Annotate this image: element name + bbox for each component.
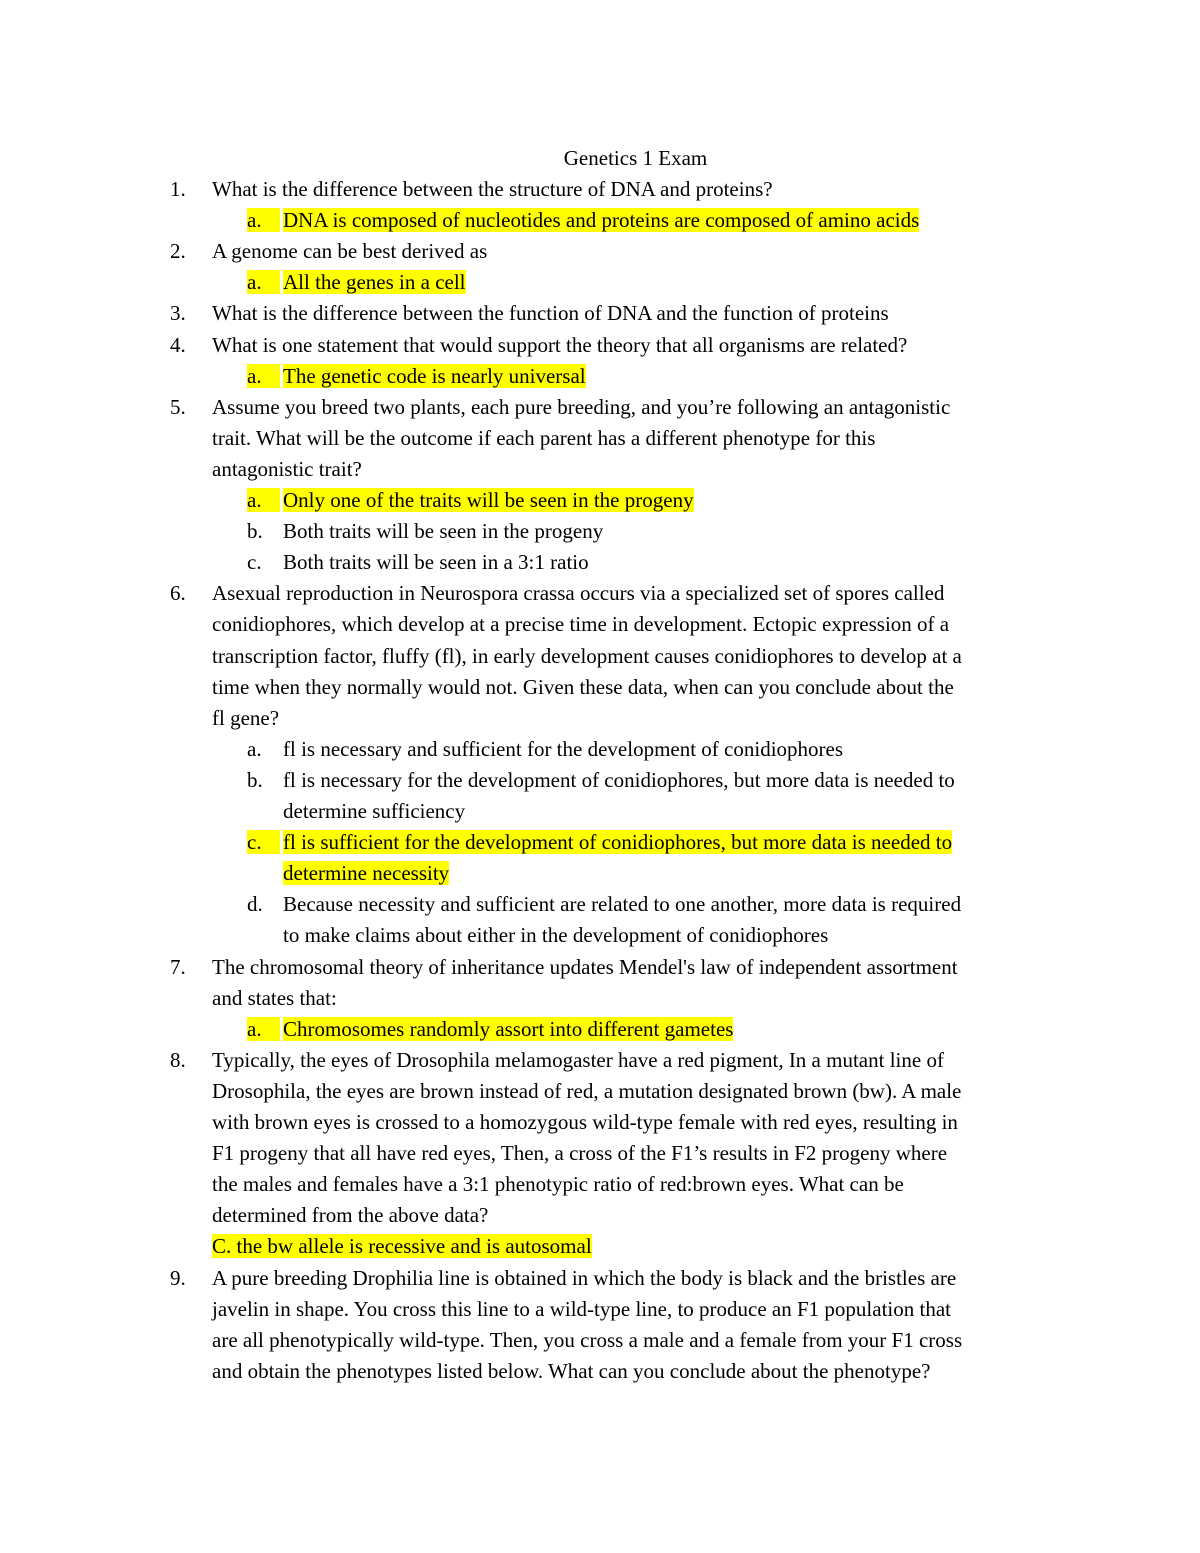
question-text-line (212, 174, 773, 205)
question-text-line (212, 983, 337, 1014)
question-text-line-text: time when they normally would not. Given these data, when can you conclude about the (212, 674, 954, 699)
answer-letter-text: a. (247, 364, 280, 388)
answer-option-line (283, 765, 955, 796)
question-text-line-text: are all phenotypically wild-type. Then, you cross a male and a female from your F1 cross (212, 1327, 963, 1352)
question-text-line (212, 1169, 904, 1200)
answer-option-line-text: to make claims about either in the development of conidiophores (283, 923, 829, 948)
answer-letter (247, 1014, 280, 1045)
question-text-line (212, 578, 944, 609)
question-text-line-text: transcription factor, fluffy (fl), in early development causes conidiophores to develop at a (212, 643, 962, 668)
answer-option-line-text: All the genes in a cell (283, 270, 466, 295)
answer-option-line (283, 485, 694, 516)
question-text-line-text: and states that: (212, 985, 337, 1010)
answer-letter-text: a. (247, 208, 280, 232)
answer-option-line (283, 920, 828, 951)
answer-letter-text: b. (247, 767, 263, 792)
answer-letter-text: c. (247, 830, 280, 854)
question-text-line-text: Typically, the eyes of Drosophila melamogaster have a red pigment, In a mutant line of (212, 1047, 944, 1072)
question-text-line (212, 1263, 956, 1294)
question-text-line (212, 423, 875, 454)
answer-letter (247, 485, 280, 516)
question-text-line-text: What is one statement that would support the theory that all organisms are related? (212, 332, 908, 357)
answer-inline (212, 1231, 592, 1262)
question-text-line-text: conidiophores, which develop at a precise time in development. Ectopic expression of a (212, 612, 950, 637)
question-number: 4. (170, 332, 186, 357)
question-text-line-text: with brown eyes is crossed to a homozygous wild-type female with red eyes, resulting in (212, 1110, 958, 1134)
answer-option-line (283, 827, 952, 858)
answer-option-line-text: DNA is composed of nucleotides and proteins are composed of amino acids (283, 208, 920, 233)
question-text-line (212, 1076, 961, 1107)
question-text-line (212, 1107, 958, 1138)
answer-letter-text: b. (247, 519, 263, 544)
question-text-line (212, 298, 889, 329)
question-text-line-text: Drosophila, the eyes are brown instead of red, a mutation designated brown (bw). A male (212, 1078, 962, 1103)
answer-option-line (283, 796, 465, 827)
answer-option-line (283, 205, 919, 236)
question-number: 3. (170, 301, 186, 326)
question-text-line-text: The chromosomal theory of inheritance updates Mendel's law of independent assortment (212, 954, 958, 979)
question-text-line (212, 952, 958, 983)
question-text-line-text: determined from the above data? (212, 1203, 489, 1228)
page-title: Genetics 1 Exam (563, 146, 708, 170)
question-text-line (212, 330, 907, 361)
question-number: 8. (170, 1047, 186, 1072)
answer-option-line-text: fl is necessary and sufficient for the development of conidiophores (283, 736, 844, 761)
answer-option-line (283, 734, 843, 765)
question-number: 2. (170, 239, 186, 264)
answer-letter (247, 765, 263, 796)
answer-letter (247, 205, 280, 236)
answer-letter (247, 267, 280, 298)
question-text-line (212, 609, 949, 640)
answer-option-line-text: Chromosomes randomly assort into different gametes (283, 1016, 734, 1041)
question-text-line (212, 703, 279, 734)
question-text-line (212, 1045, 944, 1076)
question-text-line (212, 1356, 930, 1387)
answer-inline-text: C. the bw allele is recessive and is autosomal (212, 1234, 592, 1259)
answer-option-line (283, 858, 449, 889)
answer-option-line-text: Both traits will be seen in the progeny (283, 519, 604, 544)
question-text-line (212, 1138, 947, 1169)
question-text-line (212, 1325, 962, 1356)
question-text-line-text: What is the difference between the function of DNA and the function of proteins (212, 301, 889, 326)
answer-option-line-text: determine sufficiency (283, 799, 466, 823)
answer-letter (247, 547, 262, 578)
question-text-line (212, 392, 950, 423)
answer-letter-text: a. (247, 488, 280, 512)
answer-option-line (283, 1014, 733, 1045)
question-text-line (212, 236, 487, 267)
question-number: 5. (170, 394, 186, 419)
answer-letter-text: a. (247, 736, 262, 761)
answer-option-line (283, 361, 586, 392)
answer-letter-text: a. (247, 270, 280, 294)
answer-option-line (283, 267, 466, 298)
question-text-line-text: trait. What will be the outcome if each parent has a different phenotype for this (212, 425, 876, 450)
question-text-line-text: Assume you breed two plants, each pure breeding, and you’re following an antagonistic (212, 394, 951, 419)
answer-option-line (283, 516, 603, 547)
question-number: 9. (170, 1265, 186, 1290)
question-text-line-text: A pure breeding Drophilia line is obtained in which the body is black and the bristles are (212, 1265, 957, 1290)
answer-option-line-text: The genetic code is nearly universal (283, 363, 586, 388)
answer-letter-text: d. (247, 892, 263, 917)
question-text-line (212, 454, 362, 485)
answer-letter (247, 734, 262, 765)
question-text-line-text: F1 progeny that all have red eyes, Then, a cross of the F1’s results in F2 progeny where (212, 1141, 948, 1166)
question-text-line-text: Asexual reproduction in Neurospora crassa occurs via a specialized set of spores called (212, 581, 945, 606)
question-text-line (212, 1200, 488, 1231)
answer-letter (247, 361, 280, 392)
question-text-line-text: What is the difference between the structure of DNA and proteins? (212, 177, 773, 201)
question-text-line-text: the males and females have a 3:1 phenotypic ratio of red:brown eyes. What can be (212, 1172, 904, 1197)
answer-option-line-text: fl is necessary for the development of conidiophores, but more data is needed to (283, 767, 955, 792)
answer-option-line-text: Only one of the traits will be seen in the progeny (283, 488, 694, 512)
question-text-line (212, 641, 962, 672)
answer-letter (247, 516, 263, 547)
question-text-line-text: A genome can be best derived as (212, 239, 488, 264)
answer-option-line-text: fl is sufficient for the development of conidiophores, but more data is needed to (283, 830, 953, 855)
answer-letter-text: c. (247, 550, 262, 575)
question-text-line (212, 672, 954, 703)
question-text-line-text: antagonistic trait? (212, 456, 362, 481)
question-text-line-text: fl gene? (212, 705, 280, 730)
answer-letter-text: a. (247, 1017, 280, 1041)
answer-option-line-text: Both traits will be seen in a 3:1 ratio (283, 550, 589, 575)
question-text-line-text: javelin in shape. You cross this line to a wild-type line, to produce an F1 population that (212, 1296, 951, 1321)
answer-letter (247, 827, 280, 858)
answer-option-line (283, 547, 589, 578)
question-text-line-text: and obtain the phenotypes listed below. What can you conclude about the phenotype? (212, 1358, 931, 1383)
question-number: 1. (170, 177, 186, 201)
answer-option-line (283, 889, 961, 920)
answer-option-line-text: Because necessity and sufficient are related to one another, more data is required (283, 892, 962, 917)
answer-letter (247, 889, 263, 920)
question-number: 6. (170, 581, 186, 606)
question-text-line (212, 1294, 951, 1325)
question-number: 7. (170, 954, 186, 979)
answer-option-line-text: determine necessity (283, 861, 450, 886)
